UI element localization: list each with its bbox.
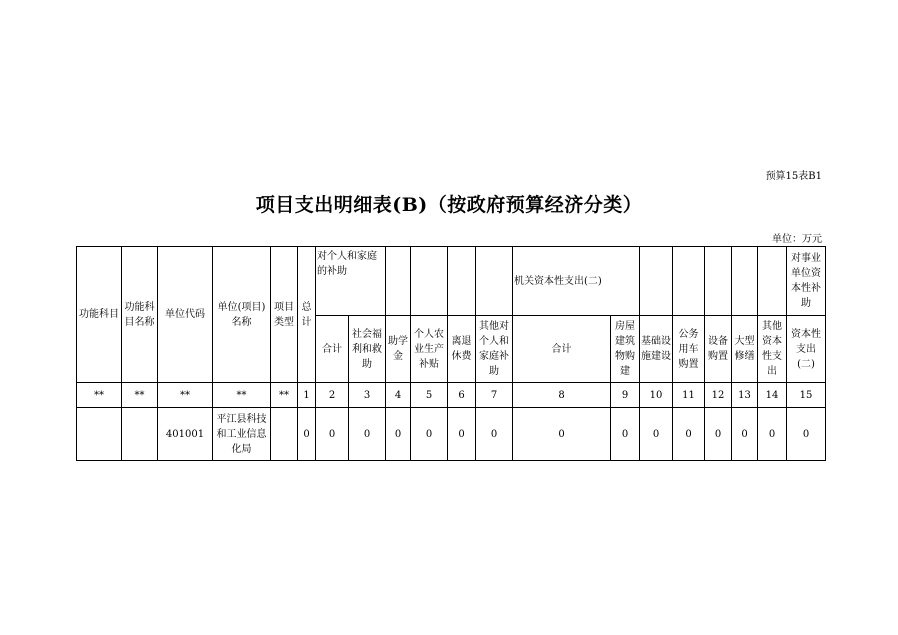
index-cell: 2 (316, 383, 349, 408)
header-capital-exp2: 资本性支出(二) (787, 316, 826, 383)
header-personal-subsidy: 对个人和家庭的补助 (316, 247, 386, 316)
header-unit-name: 单位(项目)名称 (213, 247, 271, 383)
header-project-type: 项目类型 (271, 247, 298, 383)
header-cap-subtotal: 合计 (513, 316, 611, 383)
header-building: 房屋建筑物购建 (611, 316, 640, 383)
cell-value: 0 (758, 408, 787, 461)
index-cell: ** (158, 383, 213, 408)
budget-table (76, 246, 826, 461)
header-subtotal: 合计 (316, 316, 349, 383)
index-cell: 4 (386, 383, 411, 408)
cell-value: 0 (732, 408, 758, 461)
index-cell: 7 (476, 383, 513, 408)
cell-project-type (271, 408, 298, 461)
header-empty (705, 247, 732, 316)
index-cell: 9 (611, 383, 640, 408)
cell-value: 0 (349, 408, 386, 461)
header-gov-capital: 机关资本性支出(二) (513, 247, 640, 316)
index-cell: ** (271, 383, 298, 408)
header-empty (732, 247, 758, 316)
cell-value: 0 (476, 408, 513, 461)
header-major-repair: 大型修缮 (732, 316, 758, 383)
header-unit-code: 单位代码 (158, 247, 213, 383)
cell-value: 0 (640, 408, 673, 461)
cell-value: 0 (386, 408, 411, 461)
header-empty (448, 247, 476, 316)
index-cell: 1 (298, 383, 316, 408)
cell-value: 0 (448, 408, 476, 461)
header-empty (758, 247, 787, 316)
header-func-subject-name: 功能科目名称 (122, 247, 158, 383)
cell-value: 0 (298, 408, 316, 461)
index-cell: 5 (411, 383, 448, 408)
header-empty (411, 247, 448, 316)
index-cell: 14 (758, 383, 787, 408)
table-code: 预算15表B1 (765, 171, 822, 182)
index-cell: 12 (705, 383, 732, 408)
cell-unit-name: 平江县科技和工业信息化局 (213, 408, 271, 461)
cell-func-subject-name (122, 408, 158, 461)
header-total: 总计 (298, 247, 316, 383)
cell-value: 0 (611, 408, 640, 461)
index-cell: ** (122, 383, 158, 408)
cell-value: 0 (705, 408, 732, 461)
header-empty (476, 247, 513, 316)
index-cell: 3 (349, 383, 386, 408)
index-cell: 8 (513, 383, 611, 408)
header-retirement: 离退休费 (448, 316, 476, 383)
header-infrastructure: 基础设施建设 (640, 316, 673, 383)
table-row (77, 408, 826, 461)
index-cell: 11 (673, 383, 705, 408)
cell-value: 0 (316, 408, 349, 461)
cell-value: 0 (513, 408, 611, 461)
cell-value: 0 (411, 408, 448, 461)
index-cell: 10 (640, 383, 673, 408)
index-cell: ** (77, 383, 122, 408)
unit-label: 单位：万元 (772, 234, 822, 245)
cell-value: 0 (787, 408, 826, 461)
index-cell: 13 (732, 383, 758, 408)
index-row (77, 383, 826, 408)
header-other-capital: 其他资本性支出 (758, 316, 787, 383)
page-title: 项目支出明细表(B)（按政府预算经济分类） (255, 194, 643, 216)
header-empty (386, 247, 411, 316)
header-equipment: 设备购置 (705, 316, 732, 383)
header-farmer-subsidy: 个人农业生产补贴 (411, 316, 448, 383)
header-scholarship: 助学金 (386, 316, 411, 383)
header-empty (673, 247, 705, 316)
header-enterprise-capital: 对事业单位资本性补助 (787, 247, 826, 316)
index-cell: ** (213, 383, 271, 408)
header-func-subject: 功能科目 (77, 247, 122, 383)
index-cell: 6 (448, 383, 476, 408)
cell-value: 0 (673, 408, 705, 461)
index-cell: 15 (787, 383, 826, 408)
header-official-vehicle: 公务用车购置 (673, 316, 705, 383)
cell-unit-code: 401001 (158, 408, 213, 461)
cell-func-subject (77, 408, 122, 461)
header-other-personal: 其他对个人和家庭补助 (476, 316, 513, 383)
header-empty (640, 247, 673, 316)
header-social-welfare: 社会福利和救助 (349, 316, 386, 383)
